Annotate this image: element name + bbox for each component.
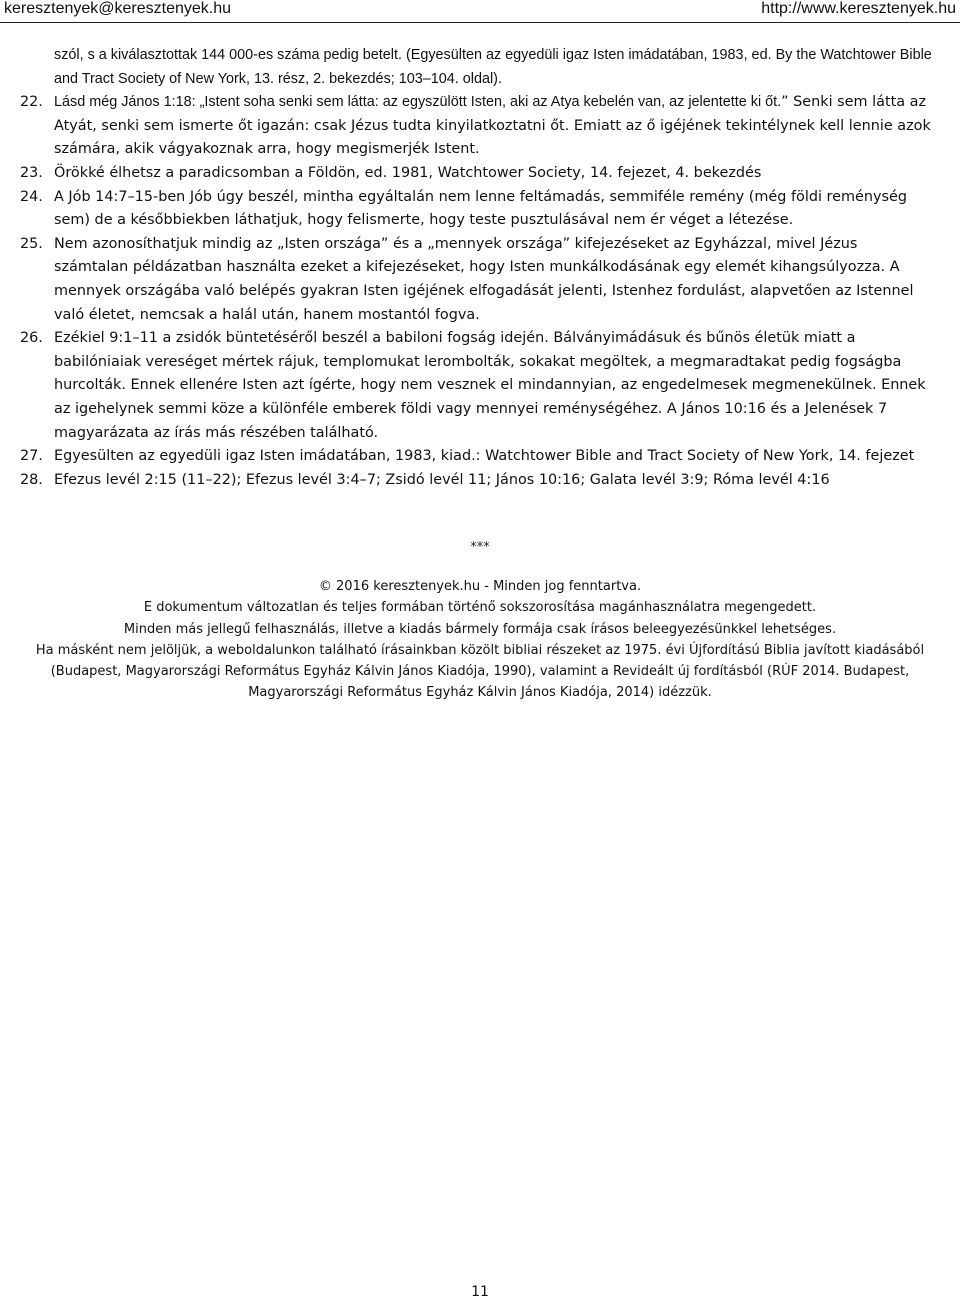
- endnotes-list: [20, 44, 935, 492]
- endnote-22: [20, 91, 935, 162]
- endnote-number: 23.: [20, 164, 43, 181]
- endnote-number: 25.: [20, 235, 43, 252]
- endnote-text-part: Lásd még János 1:18: „Istent soha senki sem látta: az egyszülött Isten, aki az Atya kebelén van, az jelentette ki őt.: [54, 94, 782, 111]
- endnote-continued: [20, 44, 935, 91]
- endnote-text-part: ” Senki sem látta az Atyát, senki sem ismerte őt igazán: csak Jézus tudta kinyilatkoztatni őt. Emiatt az ő igéjének tekintélynek kell lennie azok számára, akik vágyakoznak arra, hogy megismerjék Istent.: [54, 94, 931, 158]
- endnote-number: [20, 44, 54, 91]
- endnote-text: szól, s a kiválasztottak 144 000-es száma pedig betelt. (Egyesülten az egyedüli igaz Isten imádatában, 1983, ed. By the Watchtower Bible and Tract Society of New York, 13. rész, 2. bekezdés; 103–104. oldal).: [54, 47, 932, 87]
- copyright-line: © 2016 keresztenyek.hu - Minden jog fenntartva.: [318, 579, 642, 594]
- endnote-text: Nem azonosíthatjuk mindig az „Isten országa” és a „mennyek országa” kifejezéseket az Egyházzal, mivel Jézus számtalan példázatban használta ezeket a kifejezéseket, hogy Isten munkálkodásának egy elemét kihangsúlyozza. A mennyek országába való belépés gyakran Isten igéjének elfogadását jelenti, Istenhez fordulást, alapvetően az Istennel való életet, nemcsak a halál után, hanem mostantól fogva.: [54, 235, 914, 323]
- footer-line: (Budapest, Magyarországi Református Egyház Kálvin János Kiadója, 1990), valamint a Revideált új fordításból (RÚF 2014. Budapest,: [50, 664, 910, 680]
- endnote-number: 22.: [20, 94, 43, 111]
- endnote-text: Egyesülten az egyedüli igaz Isten imádatában, 1983, kiad.: Watchtower Bible and Tract Society of New York, 14. fejezet: [54, 448, 915, 465]
- footer-line: Ha másként nem jelöljük, a weboldalunkon található írásainkban közölt bibliai részeket az 1975. évi Újfordítású Biblia javított kiadásából: [35, 642, 925, 658]
- section-separator: ***: [470, 540, 490, 555]
- endnote-28: [20, 469, 935, 493]
- endnote-26: [20, 327, 935, 445]
- endnote-24: [20, 186, 935, 233]
- footer-line: Minden más jellegű felhasználás, illetve a kiadás bármely formája csak írásos beleegyezésünkkel lehetséges.: [123, 621, 837, 637]
- endnote-27: [20, 445, 935, 469]
- endnote-number: 27.: [20, 448, 43, 465]
- endnote-text: Ezékiel 9:1–11 a zsidók büntetéséről beszél a babiloni fogság idején. Bálványimádásuk és bűnös életük miatt a babilóniaiak vereséget mértek rájuk, templomukat lerombolták, sokakat megöltek, a megmaradtakat pedig fogságba hurcolták. Ennek ellenére Isten azt ígérte, hogy nem vesznek el mindannyian, az engedelmesek megmenekülnek. Ennek az igehelynek semmi köze a különféle emberek földi vagy mennyei reménységéhez. A János 10:16 és a Jelenések 7 magyarázata az írás más részében található.: [54, 330, 926, 441]
- page-header: [0, 0, 960, 23]
- endnote-25: [20, 233, 935, 327]
- copyright-footer: [0, 576, 960, 704]
- footer-line: E dokumentum változatlan és teljes formában történő sokszorosítása magánhasználatra megengedett.: [143, 600, 817, 616]
- page-number: 11: [471, 1284, 489, 1300]
- endnote-number: 28.: [20, 471, 43, 488]
- header-url: http://www.keresztenyek.hu: [761, 0, 956, 17]
- endnote-text: A Jób 14:7–15-ben Jób úgy beszél, mintha egyáltalán nem lenne feltámadás, semmiféle remény (még földi reménység sem) de a későbbiekben láthatjuk, hogy felismerte, hogy teste pusztulásával nem ér véget a létezése.: [54, 188, 907, 229]
- endnote-number: 26.: [20, 330, 43, 347]
- endnote-text: [54, 91, 935, 162]
- endnote-text: Efezus levél 2:15 (11–22); Efezus levél 3:4–7; Zsidó levél 11; János 10:16; Galata levél 3:9; Róma levél 4:16: [54, 471, 830, 488]
- endnote-text: Örökké élhetsz a paradicsomban a Földön, ed. 1981, Watchtower Society, 14. fejezet, 4. bekezdés: [54, 164, 762, 181]
- endnote-number: 24.: [20, 188, 43, 205]
- endnote-23: [20, 162, 935, 186]
- footer-line: Magyarországi Református Egyház Kálvin János Kiadója, 2014) idézzük.: [248, 685, 712, 701]
- header-email: keresztenyek@keresztenyek.hu: [4, 0, 232, 17]
